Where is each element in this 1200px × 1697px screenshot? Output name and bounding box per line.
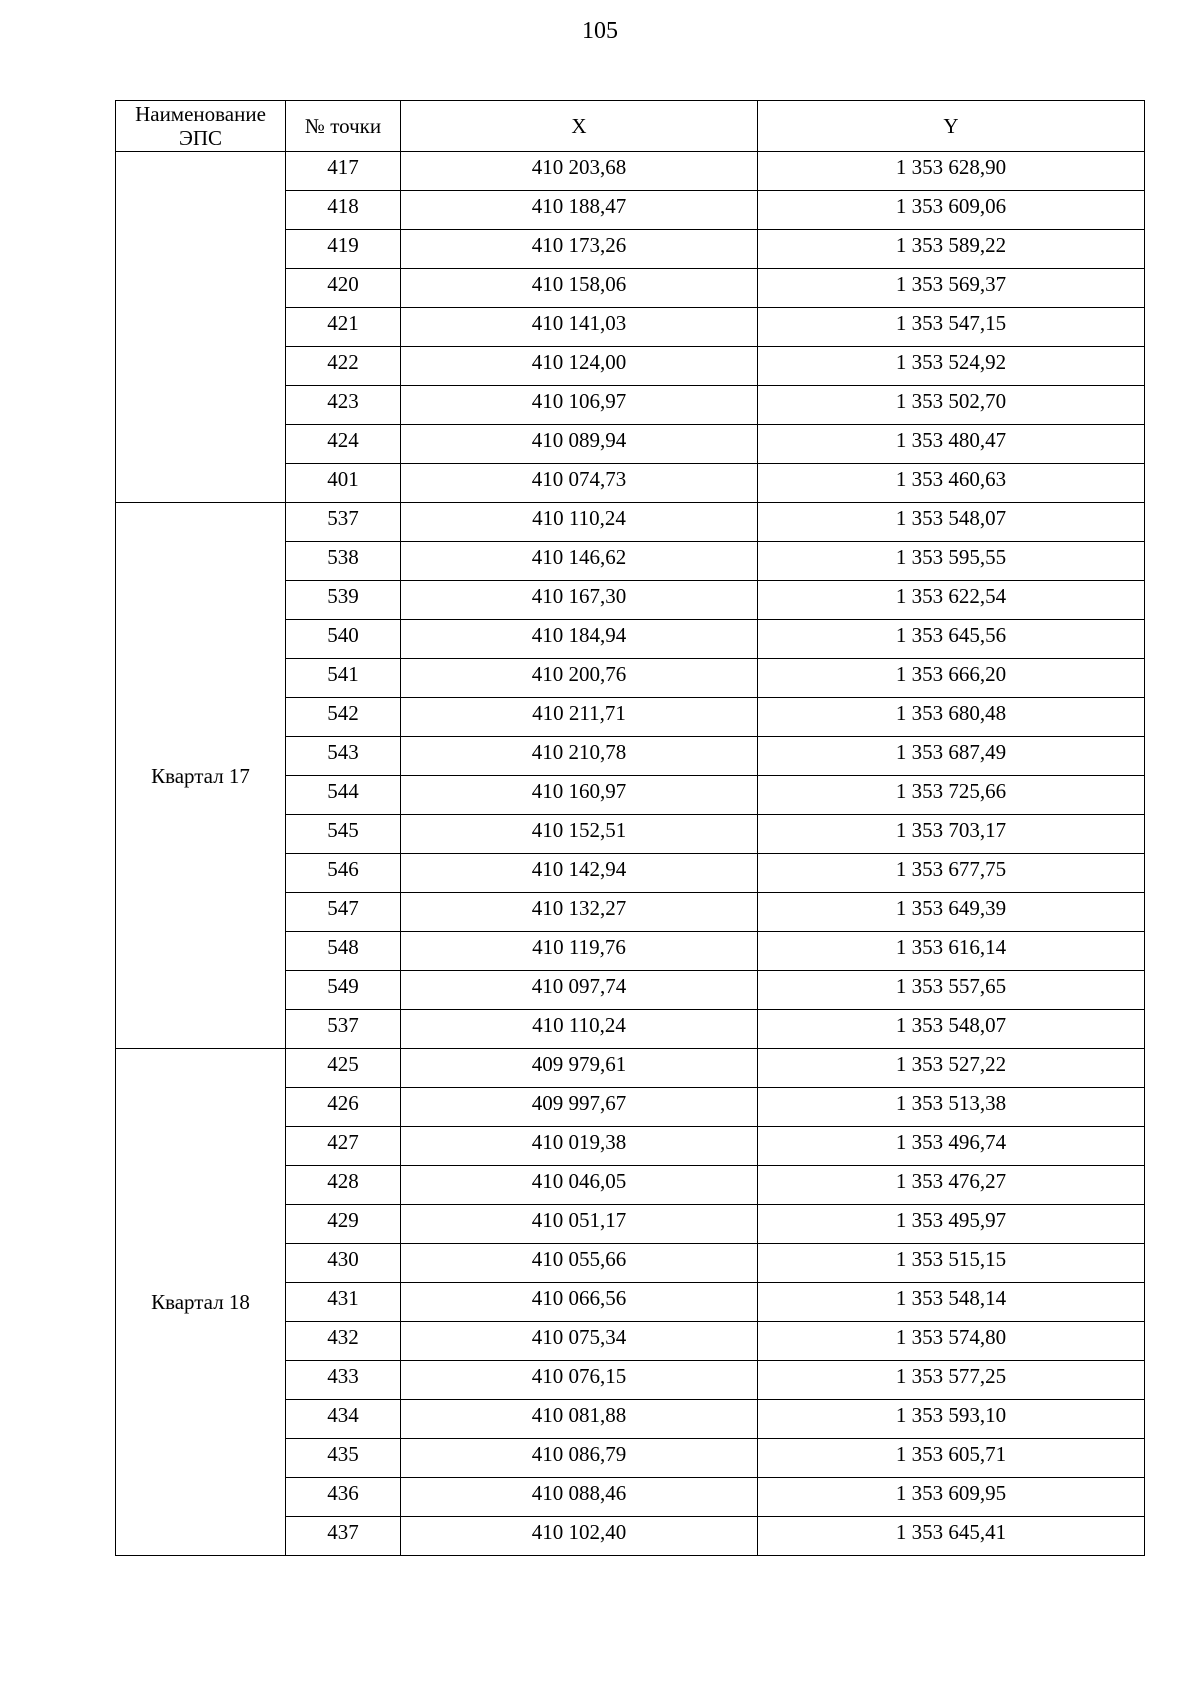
x-coordinate-cell: 410 066,56 — [401, 1283, 758, 1322]
x-coordinate-cell: 410 019,38 — [401, 1127, 758, 1166]
eps-name-cell: Квартал 18 — [116, 1049, 286, 1556]
table-body — [116, 152, 1145, 1556]
y-coordinate-cell: 1 353 666,20 — [758, 659, 1145, 698]
point-number-cell: 420 — [286, 269, 401, 308]
y-coordinate-cell: 1 353 548,14 — [758, 1283, 1145, 1322]
y-coordinate-cell: 1 353 595,55 — [758, 542, 1145, 581]
y-coordinate-cell: 1 353 460,63 — [758, 464, 1145, 503]
x-coordinate-cell: 410 075,34 — [401, 1322, 758, 1361]
x-coordinate-cell: 410 097,74 — [401, 971, 758, 1010]
y-coordinate-cell: 1 353 524,92 — [758, 347, 1145, 386]
y-coordinate-cell: 1 353 725,66 — [758, 776, 1145, 815]
x-coordinate-cell: 410 074,73 — [401, 464, 758, 503]
point-number-cell: 435 — [286, 1439, 401, 1478]
point-number-cell: 542 — [286, 698, 401, 737]
x-coordinate-cell: 410 184,94 — [401, 620, 758, 659]
x-coordinate-cell: 410 132,27 — [401, 893, 758, 932]
table-row — [116, 1049, 1145, 1088]
point-number-cell: 541 — [286, 659, 401, 698]
x-coordinate-cell: 409 979,61 — [401, 1049, 758, 1088]
y-coordinate-cell: 1 353 569,37 — [758, 269, 1145, 308]
y-coordinate-cell: 1 353 616,14 — [758, 932, 1145, 971]
y-coordinate-cell: 1 353 548,07 — [758, 503, 1145, 542]
point-number-cell: 418 — [286, 191, 401, 230]
x-coordinate-cell: 410 076,15 — [401, 1361, 758, 1400]
header-y: Y — [758, 101, 1145, 152]
y-coordinate-cell: 1 353 577,25 — [758, 1361, 1145, 1400]
x-coordinate-cell: 410 124,00 — [401, 347, 758, 386]
y-coordinate-cell: 1 353 622,54 — [758, 581, 1145, 620]
y-coordinate-cell: 1 353 476,27 — [758, 1166, 1145, 1205]
x-coordinate-cell: 410 046,05 — [401, 1166, 758, 1205]
header-point-number: № точки — [286, 101, 401, 152]
x-coordinate-cell: 410 158,06 — [401, 269, 758, 308]
x-coordinate-cell: 410 088,46 — [401, 1478, 758, 1517]
point-number-cell: 539 — [286, 581, 401, 620]
x-coordinate-cell: 409 997,67 — [401, 1088, 758, 1127]
point-number-cell: 543 — [286, 737, 401, 776]
table-row — [116, 503, 1145, 542]
table-header — [116, 101, 1145, 152]
y-coordinate-cell: 1 353 502,70 — [758, 386, 1145, 425]
point-number-cell: 537 — [286, 1010, 401, 1049]
eps-name-cell: Квартал 17 — [116, 503, 286, 1049]
y-coordinate-cell: 1 353 680,48 — [758, 698, 1145, 737]
y-coordinate-cell: 1 353 687,49 — [758, 737, 1145, 776]
point-number-cell: 436 — [286, 1478, 401, 1517]
point-number-cell: 401 — [286, 464, 401, 503]
point-number-cell: 540 — [286, 620, 401, 659]
x-coordinate-cell: 410 055,66 — [401, 1244, 758, 1283]
point-number-cell: 424 — [286, 425, 401, 464]
y-coordinate-cell: 1 353 703,17 — [758, 815, 1145, 854]
y-coordinate-cell: 1 353 645,41 — [758, 1517, 1145, 1556]
page-number: 105 — [582, 18, 618, 44]
point-number-cell: 417 — [286, 152, 401, 191]
x-coordinate-cell: 410 200,76 — [401, 659, 758, 698]
point-number-cell: 427 — [286, 1127, 401, 1166]
x-coordinate-cell: 410 102,40 — [401, 1517, 758, 1556]
y-coordinate-cell: 1 353 480,47 — [758, 425, 1145, 464]
x-coordinate-cell: 410 110,24 — [401, 1010, 758, 1049]
point-number-cell: 430 — [286, 1244, 401, 1283]
point-number-cell: 421 — [286, 308, 401, 347]
point-number-cell: 429 — [286, 1205, 401, 1244]
y-coordinate-cell: 1 353 495,97 — [758, 1205, 1145, 1244]
x-coordinate-cell: 410 142,94 — [401, 854, 758, 893]
header-eps-name-line1: Наименование — [135, 102, 266, 126]
x-coordinate-cell: 410 106,97 — [401, 386, 758, 425]
y-coordinate-cell: 1 353 515,15 — [758, 1244, 1145, 1283]
x-coordinate-cell: 410 188,47 — [401, 191, 758, 230]
point-number-cell: 546 — [286, 854, 401, 893]
point-number-cell: 537 — [286, 503, 401, 542]
point-number-cell: 423 — [286, 386, 401, 425]
point-number-cell: 538 — [286, 542, 401, 581]
y-coordinate-cell: 1 353 677,75 — [758, 854, 1145, 893]
y-coordinate-cell: 1 353 649,39 — [758, 893, 1145, 932]
point-number-cell: 425 — [286, 1049, 401, 1088]
x-coordinate-cell: 410 141,03 — [401, 308, 758, 347]
y-coordinate-cell: 1 353 527,22 — [758, 1049, 1145, 1088]
point-number-cell: 434 — [286, 1400, 401, 1439]
y-coordinate-cell: 1 353 589,22 — [758, 230, 1145, 269]
y-coordinate-cell: 1 353 547,15 — [758, 308, 1145, 347]
point-number-cell: 433 — [286, 1361, 401, 1400]
eps-name-cell — [116, 152, 286, 503]
y-coordinate-cell: 1 353 628,90 — [758, 152, 1145, 191]
point-number-cell: 426 — [286, 1088, 401, 1127]
x-coordinate-cell: 410 203,68 — [401, 152, 758, 191]
y-coordinate-cell: 1 353 557,65 — [758, 971, 1145, 1010]
x-coordinate-cell: 410 210,78 — [401, 737, 758, 776]
point-number-cell: 419 — [286, 230, 401, 269]
header-eps-name — [116, 101, 286, 152]
y-coordinate-cell: 1 353 574,80 — [758, 1322, 1145, 1361]
x-coordinate-cell: 410 146,62 — [401, 542, 758, 581]
point-number-cell: 548 — [286, 932, 401, 971]
point-number-cell: 422 — [286, 347, 401, 386]
point-number-cell: 549 — [286, 971, 401, 1010]
coordinates-table — [115, 100, 1145, 1556]
y-coordinate-cell: 1 353 496,74 — [758, 1127, 1145, 1166]
x-coordinate-cell: 410 160,97 — [401, 776, 758, 815]
y-coordinate-cell: 1 353 609,95 — [758, 1478, 1145, 1517]
header-row — [116, 101, 1145, 152]
y-coordinate-cell: 1 353 548,07 — [758, 1010, 1145, 1049]
y-coordinate-cell: 1 353 593,10 — [758, 1400, 1145, 1439]
point-number-cell: 545 — [286, 815, 401, 854]
x-coordinate-cell: 410 089,94 — [401, 425, 758, 464]
point-number-cell: 431 — [286, 1283, 401, 1322]
table-row — [116, 152, 1145, 191]
x-coordinate-cell: 410 173,26 — [401, 230, 758, 269]
point-number-cell: 437 — [286, 1517, 401, 1556]
header-eps-name-line2: ЭПС — [178, 126, 223, 150]
x-coordinate-cell: 410 110,24 — [401, 503, 758, 542]
point-number-cell: 544 — [286, 776, 401, 815]
x-coordinate-cell: 410 119,76 — [401, 932, 758, 971]
x-coordinate-cell: 410 167,30 — [401, 581, 758, 620]
y-coordinate-cell: 1 353 609,06 — [758, 191, 1145, 230]
point-number-cell: 432 — [286, 1322, 401, 1361]
x-coordinate-cell: 410 081,88 — [401, 1400, 758, 1439]
y-coordinate-cell: 1 353 605,71 — [758, 1439, 1145, 1478]
x-coordinate-cell: 410 211,71 — [401, 698, 758, 737]
header-x: X — [401, 101, 758, 152]
x-coordinate-cell: 410 152,51 — [401, 815, 758, 854]
y-coordinate-cell: 1 353 645,56 — [758, 620, 1145, 659]
x-coordinate-cell: 410 051,17 — [401, 1205, 758, 1244]
x-coordinate-cell: 410 086,79 — [401, 1439, 758, 1478]
point-number-cell: 428 — [286, 1166, 401, 1205]
y-coordinate-cell: 1 353 513,38 — [758, 1088, 1145, 1127]
point-number-cell: 547 — [286, 893, 401, 932]
